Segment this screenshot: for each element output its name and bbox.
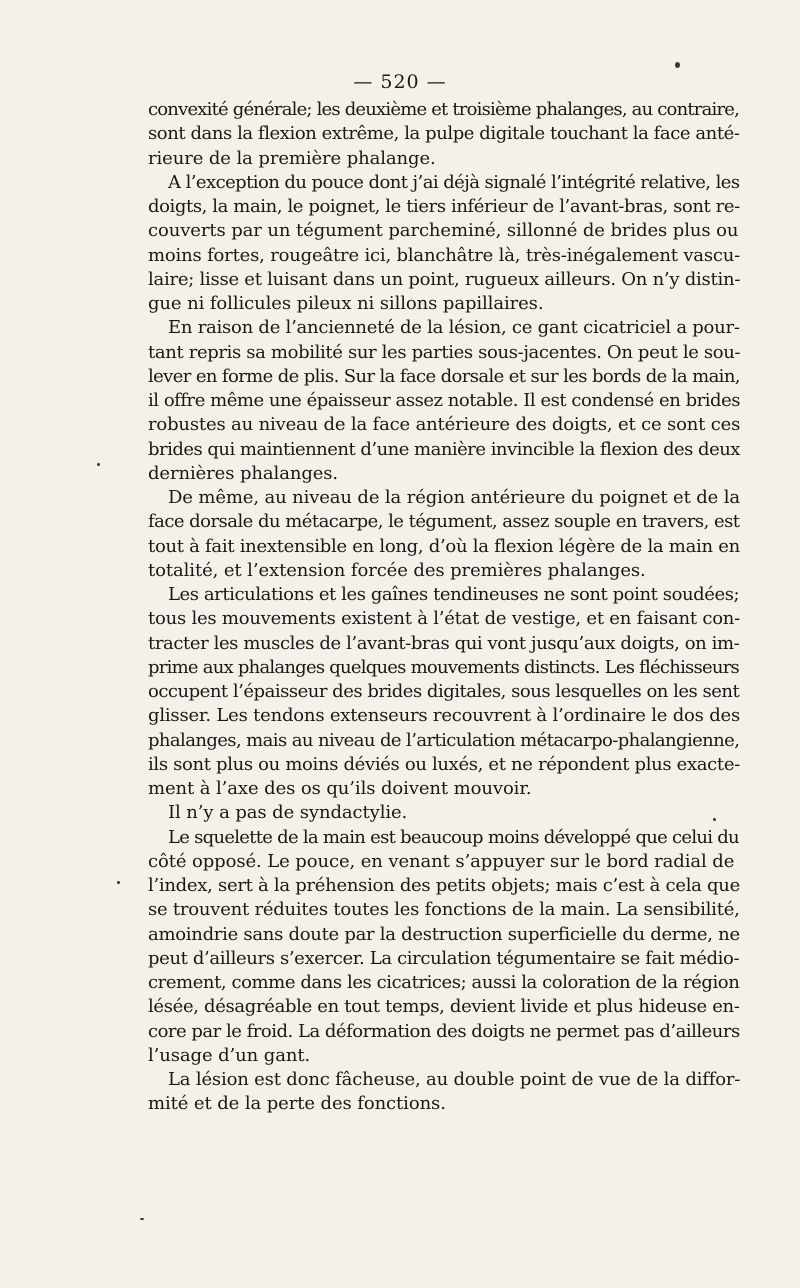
- text-line: lésée, désagréable en tout temps, devient livide et plus hideuse en-: [148, 996, 740, 1018]
- text-line: core par le froid. La déformation des doigts ne permet pas d’ailleurs: [148, 1020, 740, 1042]
- text-line: Le squelette de la main est beaucoup moins développé que celui du: [168, 826, 739, 848]
- text-line: En raison de l’ancienneté de la lésion, ce gant cicatriciel a pour-: [168, 317, 740, 339]
- ink-speck: [97, 463, 100, 466]
- text-line: convexité générale; les deuxième et troisième phalanges, au contraire,: [148, 99, 740, 120]
- text-line: l’index, sert à la préhension des petits objets; mais c’est à cela que: [148, 875, 740, 896]
- text-line: tous les mouvements existent à l’état de vestige, et en faisant con-: [148, 608, 741, 630]
- text-line: totalité, et l’extension forcée des premières phalanges.: [148, 559, 646, 581]
- text-line: rieure de la première phalange.: [148, 147, 436, 169]
- text-line: robustes au niveau de la face antérieure des doigts, et ce sont ces: [148, 414, 741, 436]
- text-line: phalanges, mais au niveau de l’articulation métacarpo-phalangienne,: [148, 729, 740, 751]
- text-line: tout à fait inextensible en long, d’où la flexion légère de la main en: [148, 535, 740, 557]
- ink-speck: [117, 881, 120, 884]
- text-line: crement, comme dans les cicatrices; aussi la coloration de la région: [148, 972, 740, 993]
- text-line: dernières phalanges.: [148, 462, 339, 484]
- text-line: couverts par un tégument parcheminé, sillonné de brides plus ou: [148, 220, 739, 242]
- ink-speck: [675, 62, 680, 68]
- text-line: se trouvent réduites toutes les fonctions de la main. La sensibilité,: [148, 899, 740, 921]
- text-line: Il n’y a pas de syndactylie.: [168, 802, 408, 824]
- text-line: La lésion est donc fâcheuse, au double point de vue de la diffor-: [168, 1069, 741, 1090]
- page-number: — 520 —: [353, 71, 447, 93]
- text-line: moins fortes, rougeâtre ici, blanchâtre là, très-inégalement vascu-: [148, 244, 741, 266]
- text-line: laire; lisse et luisant dans un point, rugueux ailleurs. On n’y distin-: [148, 268, 741, 290]
- text-line: Les articulations et les gaînes tendineuses ne sont point soudées;: [168, 584, 740, 605]
- text-line: occupent l’épaisseur des brides digitales, sous lesquelles on les sent: [148, 681, 740, 702]
- text-line: face dorsale du métacarpe, le tégument, assez souple en travers, est: [148, 511, 740, 533]
- text-line: glisser. Les tendons extenseurs recouvrent à l’ordinaire le dos des: [148, 705, 741, 727]
- text-line: prime aux phalanges quelques mouvements distincts. Les fléchisseurs: [148, 656, 740, 678]
- text-line: mité et de la perte des fonctions.: [148, 1093, 446, 1115]
- body-text: [148, 98, 740, 1117]
- ink-speck: [140, 1218, 144, 1220]
- text-line: ment à l’axe des os qu’ils doivent mouvoir.: [148, 778, 532, 799]
- text-line: il offre même une épaisseur assez notable. Il est condensé en brides: [148, 390, 741, 411]
- text-line: lever en forme de plis. Sur la face dorsale et sur les bords de la main,: [148, 365, 740, 387]
- text-line: côté opposé. Le pouce, en venant s’appuyer sur le bord radial de: [148, 850, 735, 872]
- text-line: gue ni follicules pileux ni sillons papillaires.: [148, 293, 544, 314]
- text-line: tant repris sa mobilité sur les parties sous-jacentes. On peut le sou-: [148, 341, 741, 363]
- text-line: tracter les muscles de l’avant-bras qui vont jusqu’aux doigts, on im-: [148, 632, 740, 654]
- text-line: sont dans la flexion extrême, la pulpe digitale touchant la face anté-: [148, 123, 740, 145]
- text-line: doigts, la main, le poignet, le tiers inférieur de l’avant-bras, sont re-: [148, 196, 740, 217]
- text-line: peut d’ailleurs s’exercer. La circulation tégumentaire se fait médio-: [148, 947, 740, 969]
- text-line: l’usage d’un gant.: [148, 1044, 311, 1066]
- text-line: amoindrie sans doute par la destruction superficielle du derme, ne: [148, 923, 740, 945]
- text-line: De même, au niveau de la région antérieure du poignet et de la: [168, 487, 740, 508]
- text-line: A l’exception du pouce dont j’ai déjà signalé l’intégrité relative, les: [168, 171, 740, 193]
- text-line: brides qui maintiennent d’une manière invincible la flexion des deux: [148, 438, 740, 460]
- text-line: ils sont plus ou moins déviés ou luxés, et ne répondent plus exacte-: [148, 753, 740, 775]
